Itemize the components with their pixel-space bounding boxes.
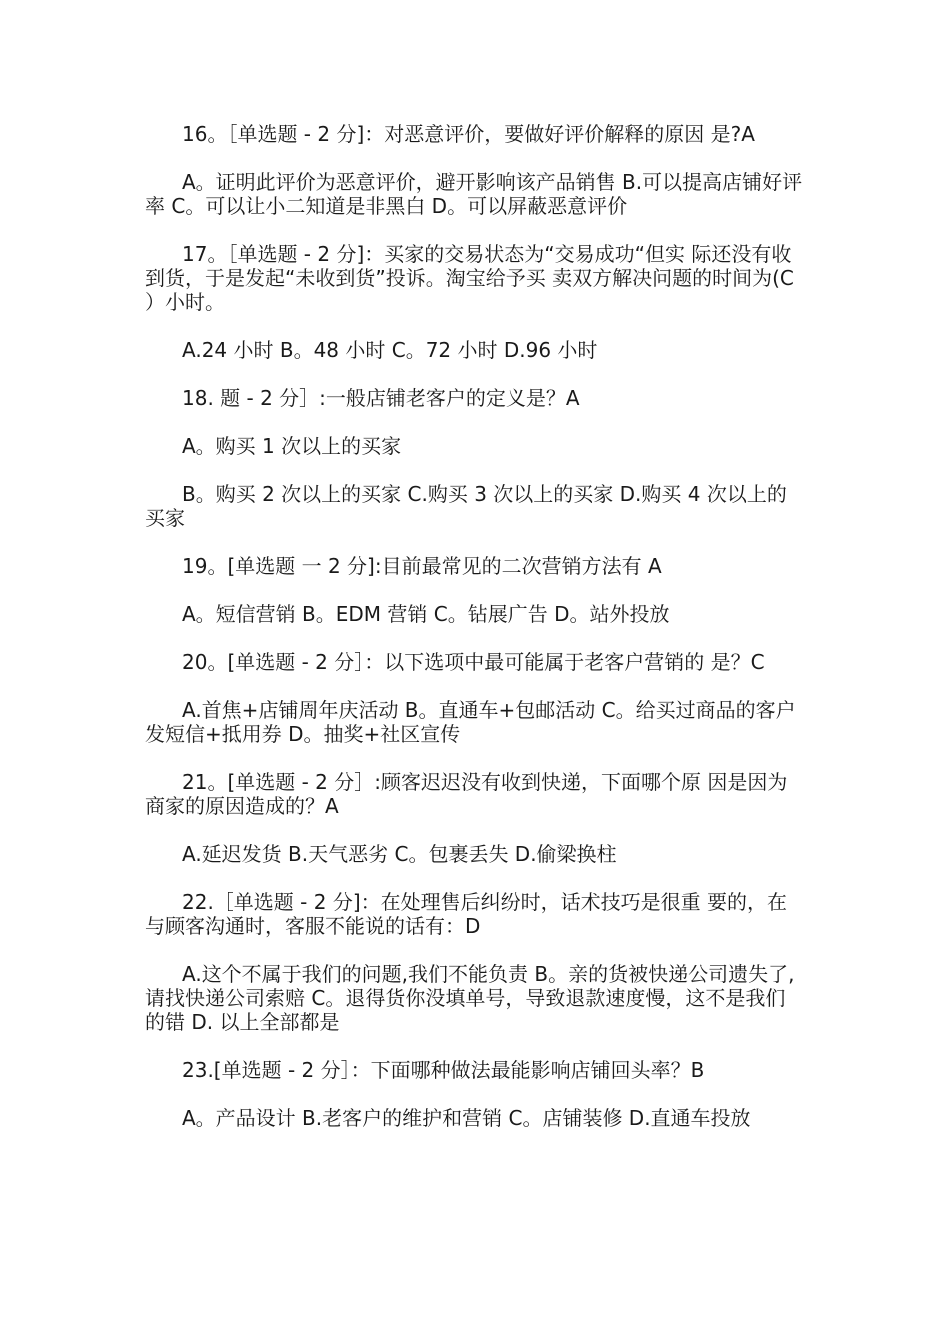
question-21: 21。[单选题 - 2 分］:顾客迟迟没有收到快递，下面哪个原 因是因为商家的原因造成的？A xyxy=(145,770,788,818)
question-23-options: A。产品设计 B.老客户的维护和营销 C。店铺装修 D.直通车投放 xyxy=(182,1106,751,1130)
question-17: 17。［单选题 - 2 分]：买家的交易状态为“交易成功“但实 际还没有收到货，于是发起“未收到货”投诉。淘宝给予买 卖双方解决问题的时间为(C ）小时。 xyxy=(145,242,794,314)
question-23: 23.[单选题 - 2 分］：下面哪种做法最能影响店铺回头率？B xyxy=(182,1058,705,1082)
question-16-options: A。证明此评价为恶意评价，避开影响该产品销售 B.可以提高店铺好评率 C。可以让小二知道是非黑白 D。可以屏蔽恶意评价 xyxy=(145,170,803,218)
question-18-options-bcd: B。购买 2 次以上的买家 C.购买 3 次以上的买家 D.购买 4 次以上的买家 xyxy=(145,482,787,530)
question-20-options: A.首焦+店铺周年庆活动 B。直通车+包邮活动 C。给买过商品的客户发短信+抵用券 D。抽奖+社区宣传 xyxy=(145,698,796,746)
question-20: 20。[单选题 - 2 分］：以下选项中最可能属于老客户营销的 是？C xyxy=(182,650,765,674)
question-22: 22.［单选题 - 2 分]：在处理售后纠纷时，话术技巧是很重 要的，在与顾客沟通时，客服不能说的话有：D xyxy=(145,890,787,938)
question-19-options: A。短信营销 B。EDM 营销 C。钻展广告 D。站外投放 xyxy=(182,602,670,626)
question-22-options: A.这个不属于我们的问题,我们不能负责 B。亲的货被快递公司遗失了,请找快递公司索赔 C。退得货你没填单号，导致退款速度慢，这不是我们的错 D. 以上全部都是 xyxy=(145,962,795,1034)
question-18: 18. 题 - 2 分］:一般店铺老客户的定义是？A xyxy=(182,386,580,410)
question-17-options: A.24 小时 B。48 小时 C。72 小时 D.96 小时 xyxy=(182,338,598,362)
question-19: 19。[单选题 一 2 分]:目前最常见的二次营销方法有 A xyxy=(182,554,662,578)
question-21-options: A.延迟发货 B.天气恶劣 C。包裹丢失 D.偷梁换柱 xyxy=(182,842,617,866)
question-18-option-a: A。购买 1 次以上的买家 xyxy=(182,434,402,458)
document-body xyxy=(145,122,805,1154)
question-16: 16。［单选题 - 2 分]：对恶意评价，要做好评价解释的原因 是?A xyxy=(182,122,755,146)
